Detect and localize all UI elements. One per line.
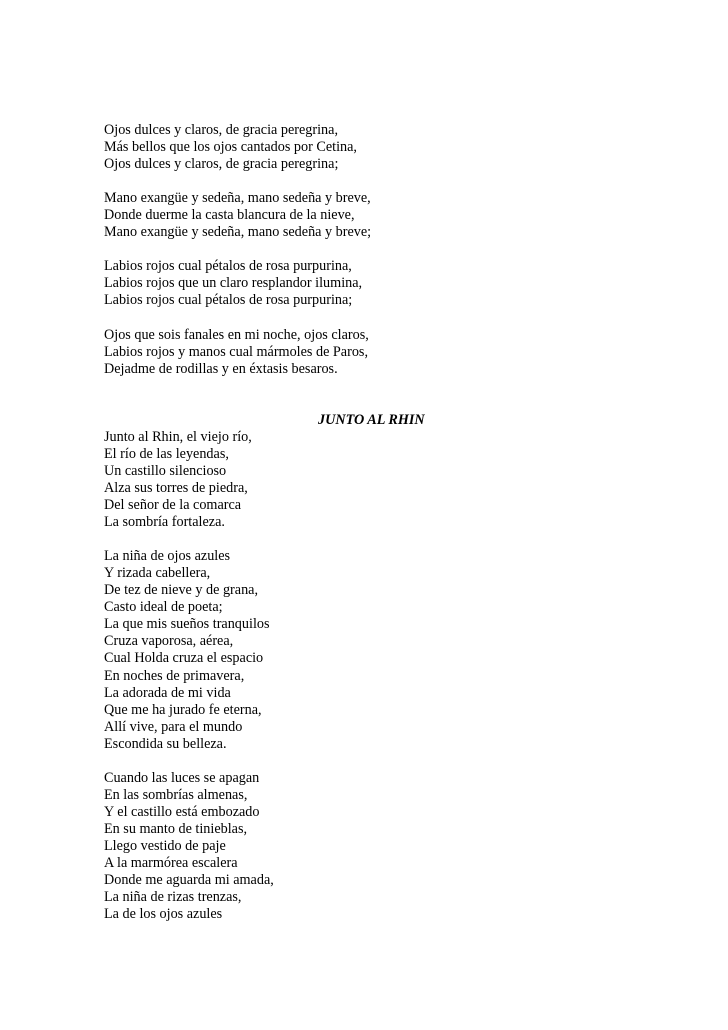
verse-line: Ojos dulces y claros, de gracia peregrina, [104, 122, 338, 138]
verse-line: Escondida su belleza. [104, 735, 227, 752]
verse-line: Casto ideal de poeta; [104, 599, 223, 616]
verse-line: Y rizada cabellera, [104, 565, 211, 582]
verse-line: Labios rojos cual pétalos de rosa purpurina, [104, 258, 352, 275]
verse-line: Donde me aguarda mi amada, [104, 872, 274, 889]
verse-line: La que mis sueños tranquilos [104, 616, 270, 633]
verse-line: Alza sus torres de piedra, [104, 479, 248, 496]
poem1-stanza-4 [104, 327, 664, 378]
verse-line: Labios rojos que un claro resplandor ilumina, [104, 275, 363, 292]
verse-line: Cruza vaporosa, aérea, [104, 633, 234, 650]
verse-line: El río de las leyendas, [104, 445, 229, 462]
verse-line: Cuando las luces se apagan [104, 769, 260, 786]
poem-text [104, 122, 664, 940]
verse-line: La adorada de mi vida [104, 684, 231, 701]
verse-line: Más bellos que los ojos cantados por Cetina, [104, 139, 357, 156]
verse-line: La de los ojos azules [104, 906, 223, 923]
verse-line: La niña de ojos azules [104, 548, 231, 565]
poem1-stanza-2 [104, 190, 664, 241]
verse-line: Que me ha jurado fe eterna, [104, 701, 262, 718]
verse-line: En su manto de tinieblas, [104, 820, 248, 837]
verse-line: Labios rojos cual pétalos de rosa purpurina; [104, 292, 353, 309]
poem2-stanza-3 [104, 770, 664, 923]
verse-line: Llego vestido de paje [104, 837, 226, 854]
poem1-stanza-3 [104, 258, 664, 309]
spacer [104, 395, 664, 412]
verse-line: Del señor de la comarca [104, 497, 242, 514]
verse-line: Mano exangüe y sedeña, mano sedeña y breve; [104, 224, 372, 241]
poem1-stanza-1 [104, 122, 664, 173]
poem-title: JUNTO AL RHIN [318, 411, 425, 428]
verse-line: Cual Holda cruza el espacio [104, 650, 264, 667]
poem2-stanza-1 [104, 429, 664, 531]
verse-line: Ojos que sois fanales en mi noche, ojos claros, [104, 326, 369, 343]
verse-line: De tez de nieve y de grana, [104, 582, 259, 599]
verse-line: Un castillo silencioso [104, 462, 227, 479]
verse-line: Junto al Rhin, el viejo río, [104, 428, 252, 445]
verse-line: Allí vive, para el mundo [104, 718, 243, 735]
verse-line: La niña de rizas trenzas, [104, 889, 242, 906]
verse-line: La sombría fortaleza. [104, 514, 225, 531]
verse-line: Mano exangüe y sedeña, mano sedeña y breve, [104, 190, 371, 207]
verse-line: En noches de primavera, [104, 667, 245, 684]
verse-line: Ojos dulces y claros, de gracia peregrina; [104, 156, 339, 173]
verse-line: Dejadme de rodillas y en éxtasis besaros. [104, 360, 338, 377]
verse-line: En las sombrías almenas, [104, 786, 248, 803]
verse-line: A la marmórea escalera [104, 855, 238, 872]
verse-line: Donde duerme la casta blancura de la nieve, [104, 207, 355, 224]
verse-line: Y el castillo está embozado [104, 803, 260, 820]
poem2-stanza-2 [104, 548, 664, 753]
verse-line: Labios rojos y manos cual mármoles de Paros, [104, 343, 368, 360]
